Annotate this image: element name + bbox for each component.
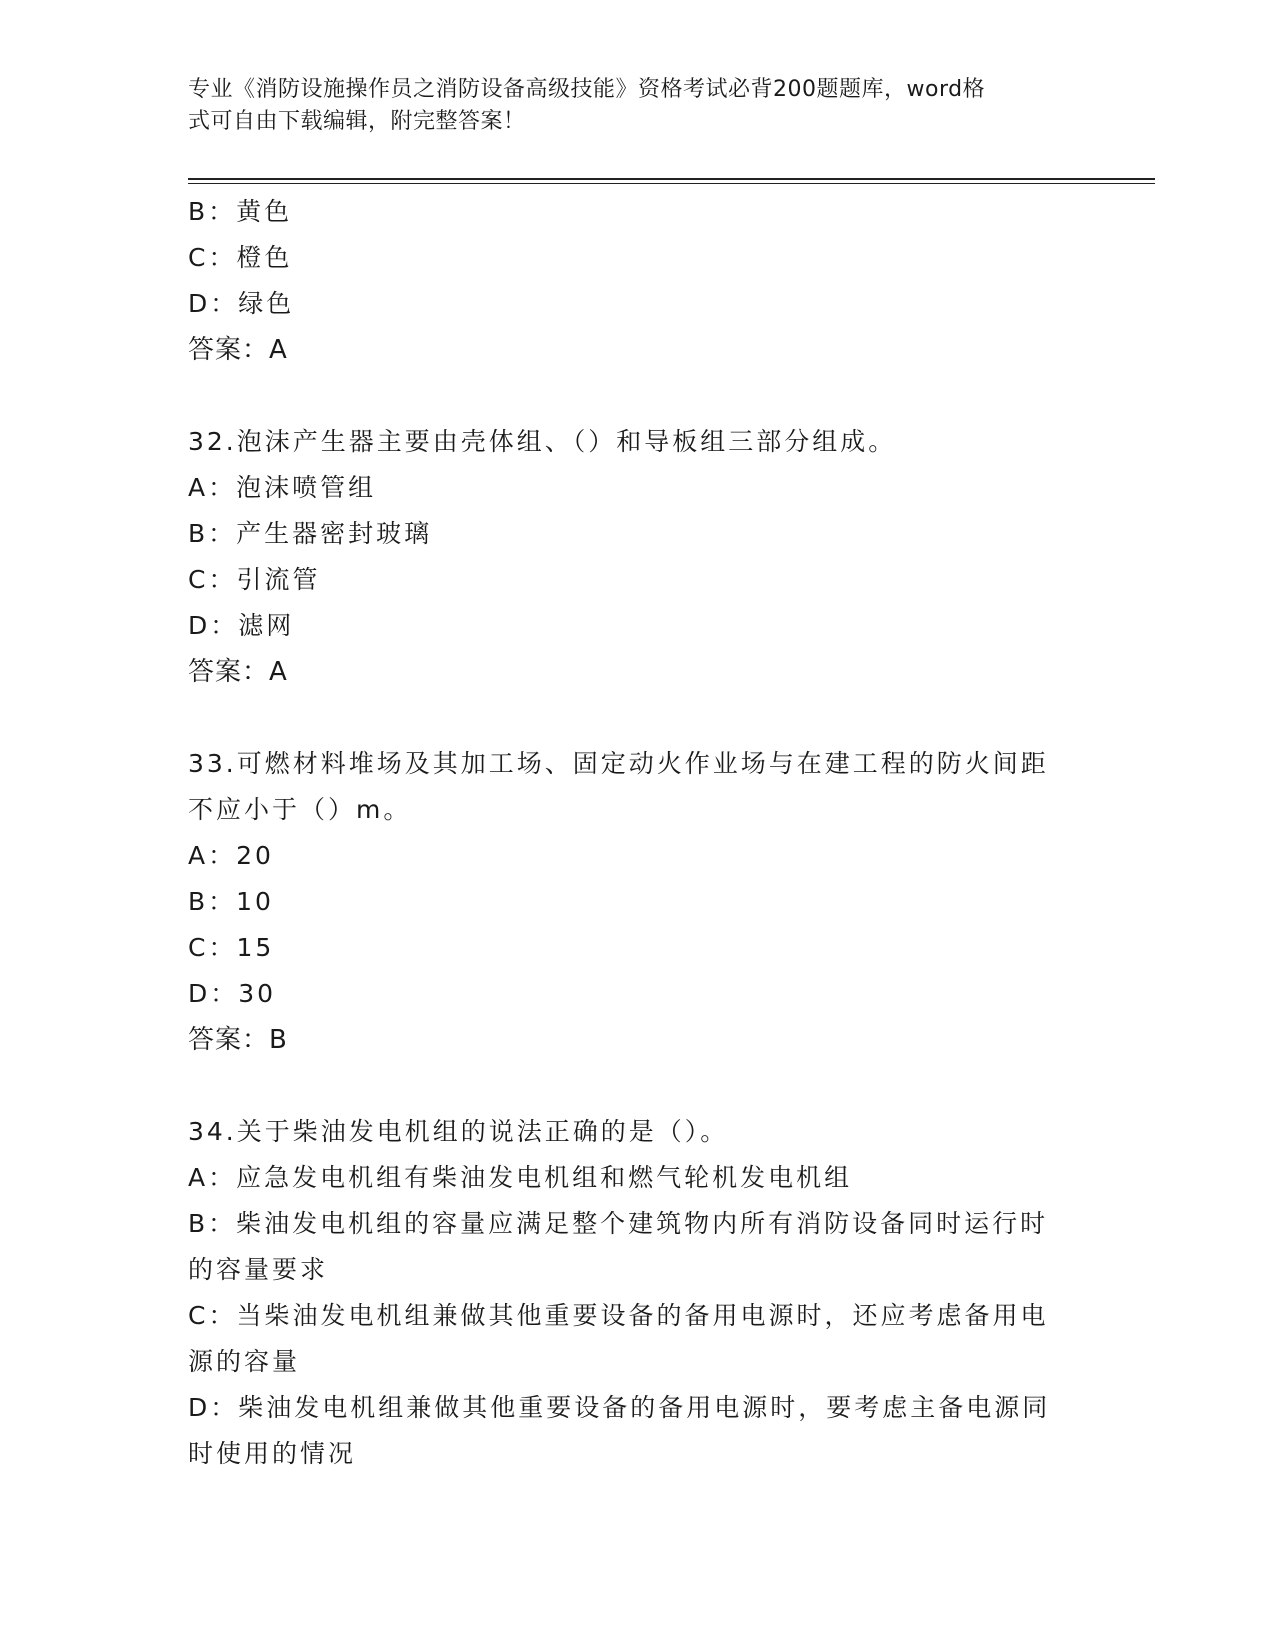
question-33 [188,741,1088,1063]
option-b: B：黄色 [188,197,293,226]
option-b-line-1: B：柴油发电机组的容量应满足整个建筑物内所有消防设备同时运行时 [188,1209,1049,1238]
header-line-1: 专业《消防设施操作员之消防设备高级技能》资格考试必背200题题库，word格 [188,77,986,102]
spacer [188,1063,1088,1109]
option-b: B：产生器密封玻璃 [188,519,433,548]
question-text: 32.泡沫产生器主要由壳体组、（）和导板组三部分组成。 [188,427,897,456]
answer: 答案：B [188,1025,288,1055]
option-d-line-2: 时使用的情况 [188,1439,357,1468]
spacer [188,373,1088,419]
option-c: C：15 [188,933,275,962]
option-d: D：30 [188,979,277,1008]
answer: 答案：A [188,657,288,687]
option-d: D：绿色 [188,289,295,318]
question-34 [188,1109,1088,1477]
header-divider-thick [188,178,1155,180]
header-divider-thin [188,183,1155,184]
document-body [188,189,1088,1477]
option-c-line-1: C：当柴油发电机组兼做其他重要设备的备用电源时，还应考虑备用电 [188,1301,1049,1330]
option-c: C：橙色 [188,243,293,272]
option-b-line-2: 的容量要求 [188,1255,329,1284]
option-d-line-1: D：柴油发电机组兼做其他重要设备的备用电源时，要考虑主备电源同 [188,1393,1051,1422]
document-header [188,74,1068,138]
option-d: D：滤网 [188,611,295,640]
option-c-line-2: 源的容量 [188,1347,301,1376]
option-a: A：20 [188,841,274,870]
answer: 答案：A [188,335,288,365]
spacer [188,695,1088,741]
question-text-line-1: 33.可燃材料堆场及其加工场、固定动火作业场与在建工程的防火间距 [188,749,1049,778]
question-32 [188,419,1088,695]
option-a: A：泡沫喷管组 [188,473,377,502]
option-c: C：引流管 [188,565,321,594]
option-b: B：10 [188,887,274,916]
option-a: A：应急发电机组有柴油发电机组和燃气轮机发电机组 [188,1163,853,1192]
header-line-2: 式可自由下载编辑，附完整答案！ [188,109,526,134]
question-31-partial [188,189,1088,373]
question-text: 34.关于柴油发电机组的说法正确的是（）。 [188,1117,729,1146]
question-text-line-2: 不应小于（）m。 [188,795,412,824]
